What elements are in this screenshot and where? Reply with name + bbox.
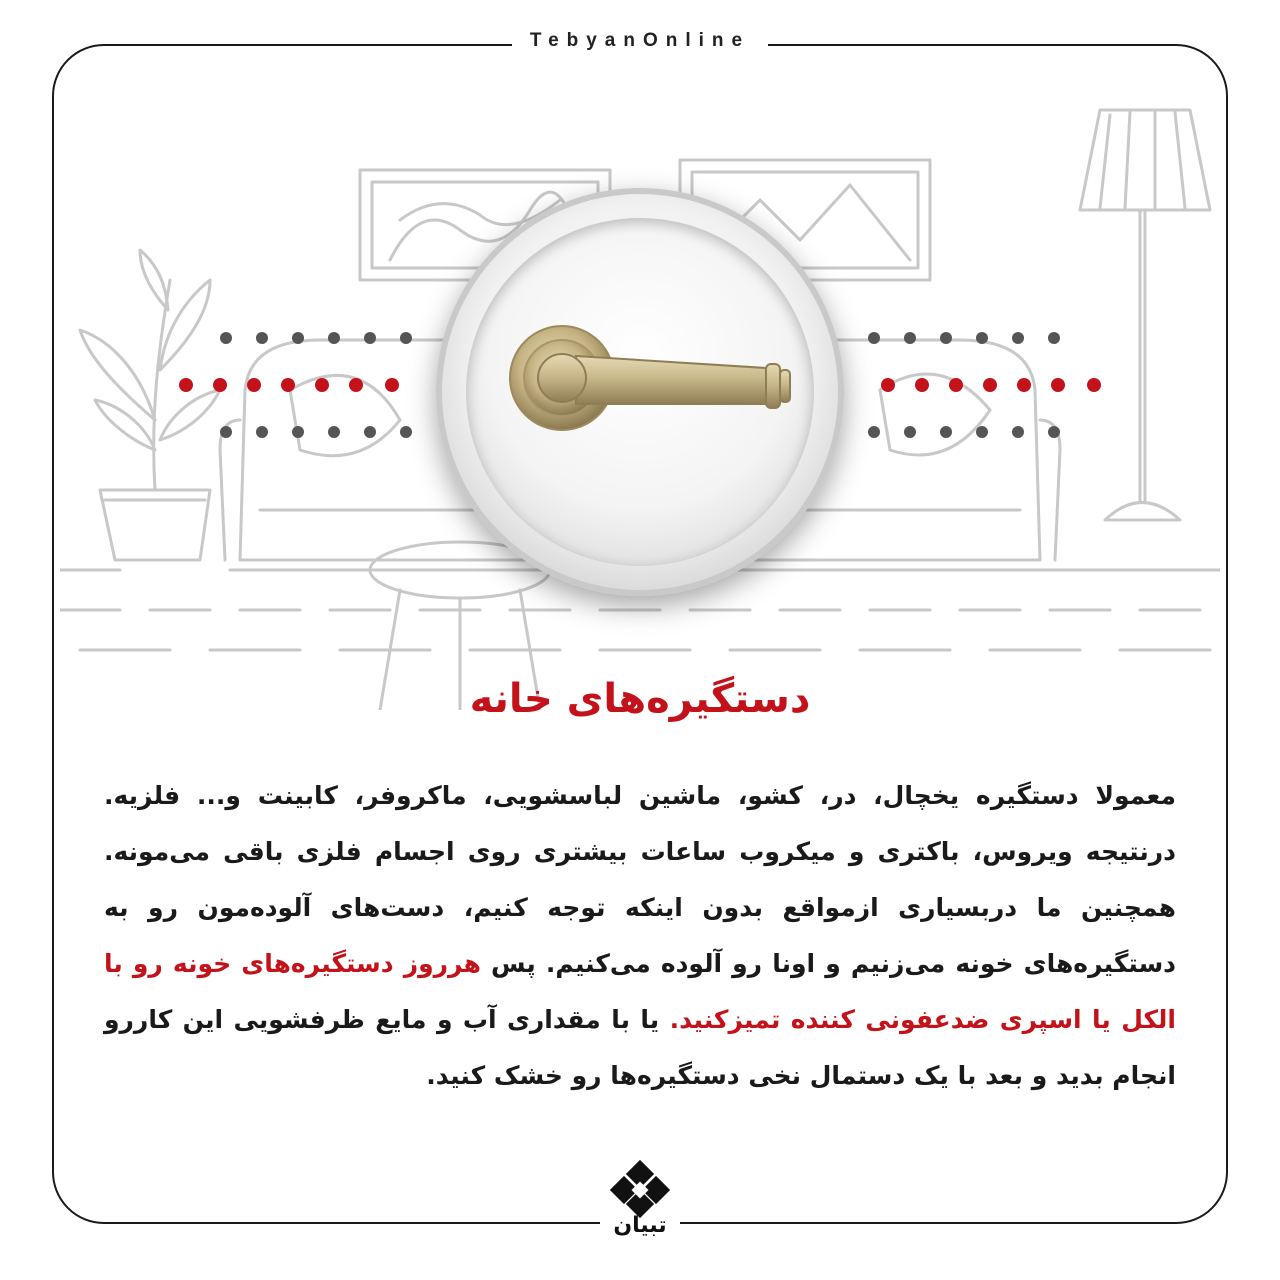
gray-dots-bottom-left (220, 426, 412, 438)
gray-dots-bottom-right (868, 426, 1060, 438)
body-text-highlight: هرروز دستگیره‌های خونه رو با الکل یا اسپری ضدعفونی کننده تمیزکنید. (104, 949, 1177, 1034)
gray-dots-top-right (868, 332, 1060, 344)
door-handle-icon (466, 218, 814, 566)
center-badge-circle (436, 188, 844, 596)
body-paragraph (104, 768, 1176, 1104)
tebyan-logo-mark-icon (600, 1160, 680, 1220)
body-text-part-1: معمولا دستگیره یخچال، در، کشو، ماشین لباسشویی، ماکروفر، کابینت و... فلزیه. درنتیجه ویروس، باکتری و میکروب ساعات بیشتری روی اجسام فلزی باقی می‌مونه. همچنین ما دربسیاری ازمواقع بدون اینکه توجه کنیم، دست‌های آلوده‌مون رو به دستگیره‌های خونه می‌زنیم و اونا رو آلوده می‌کنیم. پس (104, 781, 1176, 978)
body-text-part-2: یا با مقداری آب و مایع ظرفشویی این کاررو انجام بدید و بعد با یک دستمال نخی دستگیره‌ها رو خشک کنید. (104, 1005, 1176, 1090)
brand-top-label-text: TebyanOnline (512, 30, 768, 51)
headline: دستگیره‌های خانه (469, 676, 811, 722)
gray-dots-top-left (220, 332, 412, 344)
red-dots-left (179, 378, 399, 392)
center-badge-inner (466, 218, 814, 566)
logo-text: تبیان (613, 1213, 667, 1238)
red-dots-right (881, 378, 1101, 392)
